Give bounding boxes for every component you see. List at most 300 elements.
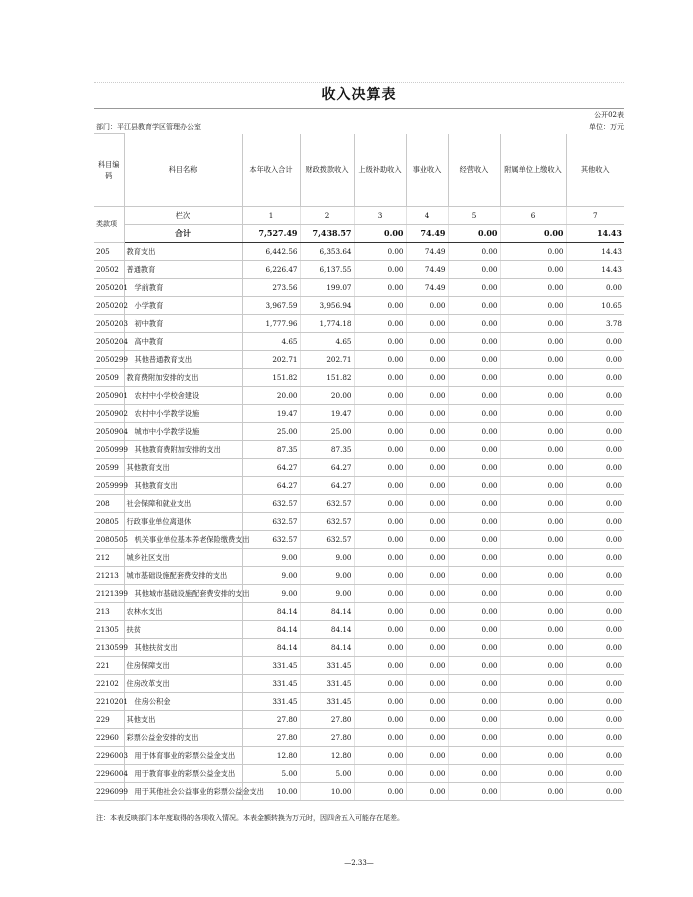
row-value-c6: 0.00	[500, 585, 566, 603]
table-row	[94, 783, 624, 801]
row-value-c5: 0.00	[448, 333, 500, 351]
colnum-5: 5	[448, 207, 500, 225]
row-name: 教育费附加安排的支出	[124, 369, 242, 387]
row-value-c7: 14.43	[566, 243, 624, 261]
row-value-c3: 0.00	[354, 459, 406, 477]
row-value-c2: 64.27	[300, 477, 354, 495]
row-value-c3: 0.00	[354, 675, 406, 693]
row-value-c5: 0.00	[448, 351, 500, 369]
table-row	[94, 387, 624, 405]
row-value-c5: 0.00	[448, 297, 500, 315]
table-row	[94, 495, 624, 513]
row-value-c1: 84.14	[242, 603, 300, 621]
row-value-c4: 0.00	[406, 585, 448, 603]
row-value-c5: 0.00	[448, 315, 500, 333]
row-code: 2050202	[94, 297, 124, 315]
row-value-c7: 0.00	[566, 369, 624, 387]
row-value-c2: 5.00	[300, 765, 354, 783]
row-value-c7: 0.00	[566, 459, 624, 477]
row-value-c4: 0.00	[406, 495, 448, 513]
xiang-label: 项	[110, 220, 117, 228]
footnote: 注：本表反映部门本年度取得的各项收入情况。本表金额转换为万元时，因四舍五入可能存在尾差。	[96, 814, 404, 822]
row-value-c1: 331.45	[242, 675, 300, 693]
row-value-c4: 0.00	[406, 603, 448, 621]
row-name: 机关事业单位基本养老保险缴费支出	[124, 531, 242, 549]
row-name: 普通教育	[124, 261, 242, 279]
header-c1: 本年收入合计	[242, 134, 300, 207]
row-value-c4: 74.49	[406, 261, 448, 279]
row-value-c6: 0.00	[500, 531, 566, 549]
row-value-c7: 0.00	[566, 531, 624, 549]
row-value-c7: 0.00	[566, 657, 624, 675]
row-value-c7: 0.00	[566, 513, 624, 531]
page-number: —2.33—	[344, 859, 374, 867]
row-code: 2050901	[94, 387, 124, 405]
row-value-c2: 151.82	[300, 369, 354, 387]
row-value-c4: 0.00	[406, 675, 448, 693]
column-number-row	[94, 207, 624, 225]
colnum-3: 3	[354, 207, 406, 225]
page-title: 收入决算表	[94, 82, 624, 109]
row-value-c3: 0.00	[354, 243, 406, 261]
row-value-c2: 9.00	[300, 549, 354, 567]
row-value-c4: 0.00	[406, 423, 448, 441]
total-label: 合计	[124, 225, 242, 243]
row-value-c2: 27.80	[300, 711, 354, 729]
row-value-c2: 632.57	[300, 531, 354, 549]
row-value-c6: 0.00	[500, 657, 566, 675]
row-value-c6: 0.00	[500, 459, 566, 477]
row-value-c4: 0.00	[406, 621, 448, 639]
row-value-c5: 0.00	[448, 567, 500, 585]
row-code: 2050201	[94, 279, 124, 297]
row-value-c1: 25.00	[242, 423, 300, 441]
total-c3: 0.00	[354, 225, 406, 243]
row-code: 229	[94, 711, 124, 729]
row-value-c1: 6,226.47	[242, 261, 300, 279]
table-row	[94, 477, 624, 495]
row-value-c7: 0.00	[566, 351, 624, 369]
table-row	[94, 747, 624, 765]
row-value-c7: 0.00	[566, 333, 624, 351]
row-value-c1: 87.35	[242, 441, 300, 459]
row-code: 208	[94, 495, 124, 513]
row-code: 2296004	[94, 765, 124, 783]
row-value-c4: 0.00	[406, 441, 448, 459]
row-value-c1: 84.14	[242, 639, 300, 657]
row-value-c4: 0.00	[406, 369, 448, 387]
row-value-c5: 0.00	[448, 459, 500, 477]
header-code: 科目编码	[94, 134, 124, 207]
income-statement-sheet	[94, 82, 624, 867]
row-value-c2: 12.80	[300, 747, 354, 765]
row-value-c4: 0.00	[406, 711, 448, 729]
row-code: 20502	[94, 261, 124, 279]
row-name: 用于教育事业的彩票公益金支出	[124, 765, 242, 783]
row-name: 其他教育支出	[124, 477, 242, 495]
row-value-c2: 84.14	[300, 603, 354, 621]
row-value-c1: 27.80	[242, 729, 300, 747]
table-row	[94, 243, 624, 261]
row-value-c4: 0.00	[406, 657, 448, 675]
row-name: 农林水支出	[124, 603, 242, 621]
row-code: 2080505	[94, 531, 124, 549]
row-value-c5: 0.00	[448, 261, 500, 279]
row-value-c1: 331.45	[242, 693, 300, 711]
row-value-c6: 0.00	[500, 243, 566, 261]
row-value-c6: 0.00	[500, 513, 566, 531]
row-value-c7: 14.43	[566, 261, 624, 279]
table-row	[94, 441, 624, 459]
row-name: 行政事业单位离退休	[124, 513, 242, 531]
row-code: 2050902	[94, 405, 124, 423]
row-name: 社会保障和就业支出	[124, 495, 242, 513]
row-value-c2: 9.00	[300, 567, 354, 585]
row-value-c6: 0.00	[500, 603, 566, 621]
row-value-c6: 0.00	[500, 297, 566, 315]
table-row	[94, 567, 624, 585]
row-value-c4: 0.00	[406, 531, 448, 549]
row-value-c6: 0.00	[500, 729, 566, 747]
row-value-c5: 0.00	[448, 495, 500, 513]
row-value-c5: 0.00	[448, 585, 500, 603]
row-value-c6: 0.00	[500, 567, 566, 585]
row-value-c6: 0.00	[500, 765, 566, 783]
row-value-c3: 0.00	[354, 783, 406, 801]
row-name: 扶贫	[124, 621, 242, 639]
row-name: 住房改革支出	[124, 675, 242, 693]
row-value-c3: 0.00	[354, 549, 406, 567]
row-value-c3: 0.00	[354, 369, 406, 387]
row-code: 213	[94, 603, 124, 621]
header-c3: 上级补助收入	[354, 134, 406, 207]
row-value-c5: 0.00	[448, 747, 500, 765]
row-value-c7: 0.00	[566, 729, 624, 747]
row-code: 2121399	[94, 585, 124, 603]
table-row	[94, 765, 624, 783]
row-value-c4: 74.49	[406, 243, 448, 261]
table-row	[94, 405, 624, 423]
row-value-c6: 0.00	[500, 477, 566, 495]
row-value-c2: 632.57	[300, 513, 354, 531]
row-value-c2: 9.00	[300, 585, 354, 603]
row-name: 用于其他社会公益事业的彩票公益金支出	[124, 783, 242, 801]
row-value-c4: 0.00	[406, 693, 448, 711]
row-value-c7: 0.00	[566, 621, 624, 639]
row-name: 城市中小学教学设施	[124, 423, 242, 441]
total-row	[94, 225, 624, 243]
row-value-c1: 10.00	[242, 783, 300, 801]
row-value-c4: 0.00	[406, 297, 448, 315]
row-value-c7: 0.00	[566, 693, 624, 711]
row-value-c5: 0.00	[448, 531, 500, 549]
row-value-c5: 0.00	[448, 279, 500, 297]
header-c4: 事业收入	[406, 134, 448, 207]
row-value-c3: 0.00	[354, 639, 406, 657]
row-code: 21213	[94, 567, 124, 585]
row-value-c7: 0.00	[566, 423, 624, 441]
row-value-c6: 0.00	[500, 333, 566, 351]
row-value-c1: 64.27	[242, 477, 300, 495]
table-row	[94, 711, 624, 729]
row-value-c5: 0.00	[448, 369, 500, 387]
row-value-c1: 5.00	[242, 765, 300, 783]
row-value-c3: 0.00	[354, 567, 406, 585]
total-c1: 7,527.49	[242, 225, 300, 243]
row-value-c5: 0.00	[448, 243, 500, 261]
row-value-c3: 0.00	[354, 693, 406, 711]
row-name: 高中教育	[124, 333, 242, 351]
row-value-c3: 0.00	[354, 351, 406, 369]
row-value-c1: 12.80	[242, 747, 300, 765]
department-label: 部门：平江县教育学区管理办公室	[96, 123, 201, 131]
row-value-c2: 331.45	[300, 675, 354, 693]
row-value-c4: 0.00	[406, 333, 448, 351]
header-c6: 附属单位上缴收入	[500, 134, 566, 207]
row-value-c1: 273.56	[242, 279, 300, 297]
row-value-c2: 632.57	[300, 495, 354, 513]
row-value-c7: 0.00	[566, 765, 624, 783]
row-value-c3: 0.00	[354, 477, 406, 495]
row-value-c2: 202.71	[300, 351, 354, 369]
table-row	[94, 423, 624, 441]
row-code: 2210201	[94, 693, 124, 711]
kuan-label: 款	[103, 220, 110, 228]
row-name: 其他教育费附加安排的支出	[124, 441, 242, 459]
row-value-c4: 0.00	[406, 747, 448, 765]
colnum-6: 6	[500, 207, 566, 225]
row-value-c7: 0.00	[566, 477, 624, 495]
row-value-c1: 151.82	[242, 369, 300, 387]
row-value-c7: 0.00	[566, 279, 624, 297]
row-code: 21305	[94, 621, 124, 639]
row-value-c3: 0.00	[354, 441, 406, 459]
row-value-c1: 84.14	[242, 621, 300, 639]
row-name: 住房保障支出	[124, 657, 242, 675]
row-value-c3: 0.00	[354, 495, 406, 513]
row-value-c7: 0.00	[566, 747, 624, 765]
row-value-c5: 0.00	[448, 675, 500, 693]
row-value-c6: 0.00	[500, 549, 566, 567]
row-value-c1: 9.00	[242, 567, 300, 585]
row-value-c3: 0.00	[354, 315, 406, 333]
row-value-c1: 27.80	[242, 711, 300, 729]
header-c2: 财政拨款收入	[300, 134, 354, 207]
row-value-c7: 0.00	[566, 495, 624, 513]
row-value-c6: 0.00	[500, 639, 566, 657]
row-value-c7: 0.00	[566, 585, 624, 603]
colnum-7: 7	[566, 207, 624, 225]
table-row	[94, 333, 624, 351]
row-value-c7: 0.00	[566, 783, 624, 801]
row-value-c6: 0.00	[500, 711, 566, 729]
row-value-c7: 0.00	[566, 387, 624, 405]
meta-row	[94, 121, 624, 133]
row-value-c4: 0.00	[406, 549, 448, 567]
row-value-c5: 0.00	[448, 657, 500, 675]
row-value-c6: 0.00	[500, 441, 566, 459]
row-value-c6: 0.00	[500, 621, 566, 639]
row-value-c2: 331.45	[300, 693, 354, 711]
table-row	[94, 315, 624, 333]
lanci-label: 栏次	[124, 207, 242, 225]
row-value-c6: 0.00	[500, 279, 566, 297]
row-value-c4: 0.00	[406, 477, 448, 495]
row-value-c2: 6,353.64	[300, 243, 354, 261]
row-value-c2: 199.07	[300, 279, 354, 297]
row-value-c7: 0.00	[566, 441, 624, 459]
row-value-c5: 0.00	[448, 477, 500, 495]
row-code: 20599	[94, 459, 124, 477]
row-value-c3: 0.00	[354, 405, 406, 423]
row-value-c7: 0.00	[566, 603, 624, 621]
row-value-c2: 19.47	[300, 405, 354, 423]
row-value-c3: 0.00	[354, 423, 406, 441]
row-code: 20805	[94, 513, 124, 531]
colnum-2: 2	[300, 207, 354, 225]
row-value-c6: 0.00	[500, 405, 566, 423]
row-value-c6: 0.00	[500, 351, 566, 369]
row-name: 用于体育事业的彩票公益金支出	[124, 747, 242, 765]
table-row	[94, 675, 624, 693]
row-value-c5: 0.00	[448, 513, 500, 531]
row-value-c4: 0.00	[406, 765, 448, 783]
row-code: 2059999	[94, 477, 124, 495]
row-value-c2: 10.00	[300, 783, 354, 801]
row-value-c5: 0.00	[448, 387, 500, 405]
lei-kuan-xiang	[94, 207, 124, 243]
total-c6: 0.00	[500, 225, 566, 243]
table-row	[94, 585, 624, 603]
row-name: 其他教育支出	[124, 459, 242, 477]
row-value-c1: 632.57	[242, 513, 300, 531]
row-value-c4: 0.00	[406, 387, 448, 405]
row-value-c4: 0.00	[406, 513, 448, 531]
row-value-c1: 632.57	[242, 495, 300, 513]
row-value-c6: 0.00	[500, 747, 566, 765]
total-c4: 74.49	[406, 225, 448, 243]
header-c7: 其他收入	[566, 134, 624, 207]
row-value-c2: 3,956.94	[300, 297, 354, 315]
row-value-c7: 3.78	[566, 315, 624, 333]
table-row	[94, 531, 624, 549]
row-name: 其他普通教育支出	[124, 351, 242, 369]
row-value-c3: 0.00	[354, 711, 406, 729]
row-name: 教育支出	[124, 243, 242, 261]
row-value-c7: 0.00	[566, 711, 624, 729]
row-value-c1: 632.57	[242, 531, 300, 549]
row-value-c5: 0.00	[448, 729, 500, 747]
row-name: 其他支出	[124, 711, 242, 729]
total-c5: 0.00	[448, 225, 500, 243]
table-row	[94, 693, 624, 711]
row-code: 205	[94, 243, 124, 261]
row-name: 城市基础设施配套费安排的支出	[124, 567, 242, 585]
row-name: 其他城市基础设施配套费安排的支出	[124, 585, 242, 603]
row-value-c4: 0.00	[406, 729, 448, 747]
row-code: 2050203	[94, 315, 124, 333]
row-value-c4: 0.00	[406, 639, 448, 657]
row-value-c3: 0.00	[354, 279, 406, 297]
row-name: 初中教育	[124, 315, 242, 333]
row-value-c1: 9.00	[242, 549, 300, 567]
row-value-c1: 9.00	[242, 585, 300, 603]
form-number: 公开02表	[594, 111, 624, 119]
row-value-c5: 0.00	[448, 441, 500, 459]
row-name: 学前教育	[124, 279, 242, 297]
row-name: 农村中小学教学设施	[124, 405, 242, 423]
row-value-c6: 0.00	[500, 261, 566, 279]
table-row	[94, 297, 624, 315]
row-value-c7: 0.00	[566, 675, 624, 693]
row-value-c6: 0.00	[500, 783, 566, 801]
row-value-c2: 64.27	[300, 459, 354, 477]
row-value-c7: 0.00	[566, 549, 624, 567]
row-value-c1: 19.47	[242, 405, 300, 423]
row-value-c1: 3,967.59	[242, 297, 300, 315]
row-value-c7: 0.00	[566, 567, 624, 585]
row-value-c6: 0.00	[500, 693, 566, 711]
row-value-c6: 0.00	[500, 369, 566, 387]
row-value-c1: 202.71	[242, 351, 300, 369]
table-row	[94, 459, 624, 477]
row-value-c2: 87.35	[300, 441, 354, 459]
colnum-4: 4	[406, 207, 448, 225]
row-value-c5: 0.00	[448, 621, 500, 639]
table-row	[94, 729, 624, 747]
total-c7: 14.43	[566, 225, 624, 243]
table-row	[94, 639, 624, 657]
row-name: 住房公积金	[124, 693, 242, 711]
unit-label: 单位：万元	[589, 123, 624, 131]
row-value-c6: 0.00	[500, 387, 566, 405]
row-value-c6: 0.00	[500, 495, 566, 513]
row-value-c4: 0.00	[406, 567, 448, 585]
row-value-c2: 25.00	[300, 423, 354, 441]
row-value-c5: 0.00	[448, 549, 500, 567]
row-value-c3: 0.00	[354, 333, 406, 351]
row-value-c3: 0.00	[354, 513, 406, 531]
table-header-row	[94, 134, 624, 207]
row-value-c7: 0.00	[566, 405, 624, 423]
row-value-c4: 0.00	[406, 405, 448, 423]
row-code: 2130599	[94, 639, 124, 657]
row-value-c3: 0.00	[354, 261, 406, 279]
row-code: 20509	[94, 369, 124, 387]
row-value-c3: 0.00	[354, 297, 406, 315]
row-code: 2050999	[94, 441, 124, 459]
row-value-c3: 0.00	[354, 585, 406, 603]
row-value-c7: 0.00	[566, 639, 624, 657]
row-value-c5: 0.00	[448, 405, 500, 423]
lei-label: 类	[96, 220, 103, 228]
row-value-c1: 331.45	[242, 657, 300, 675]
row-value-c2: 4.65	[300, 333, 354, 351]
row-name: 其他扶贫支出	[124, 639, 242, 657]
row-code: 2050299	[94, 351, 124, 369]
row-value-c3: 0.00	[354, 729, 406, 747]
row-value-c6: 0.00	[500, 675, 566, 693]
row-value-c3: 0.00	[354, 531, 406, 549]
row-value-c3: 0.00	[354, 387, 406, 405]
row-value-c2: 331.45	[300, 657, 354, 675]
row-value-c3: 0.00	[354, 603, 406, 621]
row-name: 小学教育	[124, 297, 242, 315]
row-code: 2296099	[94, 783, 124, 801]
row-value-c4: 0.00	[406, 351, 448, 369]
row-value-c2: 20.00	[300, 387, 354, 405]
header-name: 科目名称	[124, 134, 242, 207]
